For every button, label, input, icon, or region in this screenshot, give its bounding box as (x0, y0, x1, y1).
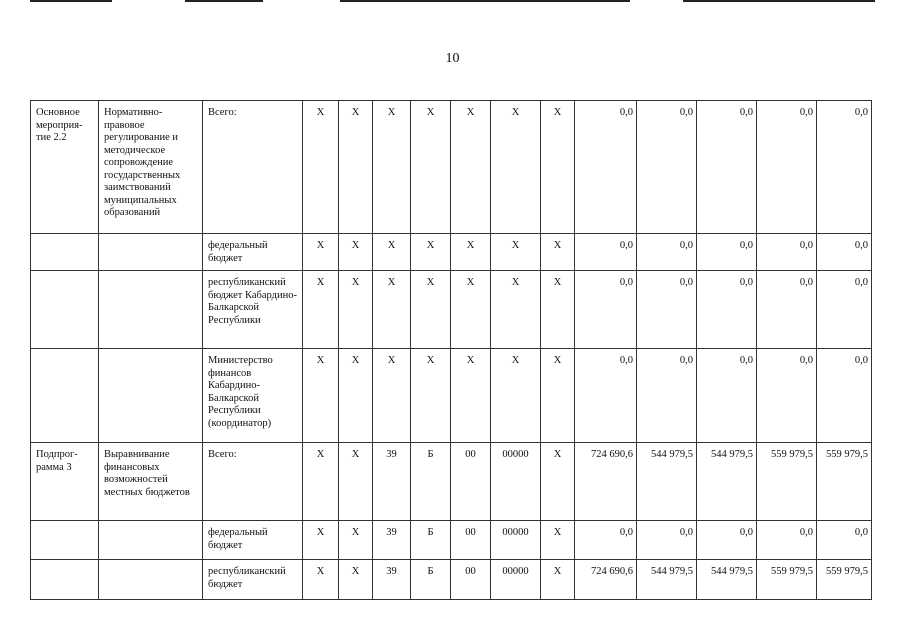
cell-source: республиканский бюджет Кабардино-Балкарской Республики (203, 271, 303, 349)
cell-source: Всего: (203, 443, 303, 521)
table-row (31, 271, 872, 349)
cell-event (31, 234, 99, 271)
cell-amount: 559 979,5 (757, 560, 817, 600)
cell-amount: 0,0 (575, 101, 637, 234)
table-row (31, 349, 872, 443)
cell-source: федеральный бюджет (203, 234, 303, 271)
cell-code: Х (373, 234, 411, 271)
cell-code: Х (303, 271, 339, 349)
cell-code: Х (303, 349, 339, 443)
cell-code: 00 (451, 521, 491, 560)
cell-code: Х (541, 101, 575, 234)
cell-name (99, 560, 203, 600)
cell-name: Нормативно-правовое регулирование и методическое сопровождение государственных заимствований муниципальных образований (99, 101, 203, 234)
cell-event (31, 560, 99, 600)
cell-code: Х (339, 521, 373, 560)
cell-code: Х (339, 560, 373, 600)
cell-amount: 559 979,5 (817, 443, 872, 521)
cell-event (31, 271, 99, 349)
cell-amount: 0,0 (697, 521, 757, 560)
cell-event (31, 521, 99, 560)
cell-amount: 0,0 (757, 101, 817, 234)
cell-amount: 724 690,6 (575, 443, 637, 521)
cell-code: Б (411, 560, 451, 600)
cell-name (99, 521, 203, 560)
cell-amount: 0,0 (637, 234, 697, 271)
cell-source: республиканский бюджет (203, 560, 303, 600)
cell-amount: 0,0 (757, 349, 817, 443)
cell-amount: 0,0 (817, 521, 872, 560)
cell-code: 39 (373, 443, 411, 521)
cell-amount: 0,0 (697, 349, 757, 443)
cell-code: Х (411, 101, 451, 234)
cell-amount: 0,0 (817, 101, 872, 234)
cell-event (31, 349, 99, 443)
cell-amount: 0,0 (817, 234, 872, 271)
cell-amount: 0,0 (697, 271, 757, 349)
cell-code: Х (303, 521, 339, 560)
cell-event: Подпрог-рамма 3 (31, 443, 99, 521)
cell-code: Х (339, 349, 373, 443)
cell-code: Х (373, 101, 411, 234)
cell-amount: 0,0 (637, 101, 697, 234)
cell-amount: 0,0 (697, 101, 757, 234)
cell-amount: 0,0 (697, 234, 757, 271)
cell-event: Основное мероприя-тие 2.2 (31, 101, 99, 234)
cell-code: Х (303, 101, 339, 234)
cell-code: Б (411, 521, 451, 560)
cell-code: Х (411, 349, 451, 443)
cell-amount: 724 690,6 (575, 560, 637, 600)
cell-code: 00 (451, 560, 491, 600)
cell-amount: 544 979,5 (697, 560, 757, 600)
table-row (31, 560, 872, 600)
budget-table (30, 100, 872, 600)
cell-code: Х (339, 271, 373, 349)
cell-amount: 0,0 (757, 234, 817, 271)
cell-amount: 544 979,5 (697, 443, 757, 521)
cell-code: Х (451, 271, 491, 349)
cell-name (99, 234, 203, 271)
cell-amount: 544 979,5 (637, 560, 697, 600)
cell-amount: 0,0 (757, 271, 817, 349)
cell-code: Х (373, 349, 411, 443)
cell-code: Х (491, 101, 541, 234)
top-rule-1 (30, 0, 112, 2)
cell-amount: 0,0 (637, 349, 697, 443)
cell-code: Х (411, 271, 451, 349)
cell-code: Х (451, 349, 491, 443)
cell-code: Х (541, 234, 575, 271)
cell-code: Х (541, 349, 575, 443)
cell-code: Х (339, 101, 373, 234)
page-number: 10 (445, 51, 460, 66)
cell-amount: 0,0 (575, 234, 637, 271)
cell-code: Х (541, 521, 575, 560)
cell-code: Х (491, 349, 541, 443)
cell-amount: 0,0 (817, 349, 872, 443)
cell-code: Х (491, 234, 541, 271)
cell-code: 00 (451, 443, 491, 521)
cell-code: Х (373, 271, 411, 349)
cell-amount: 0,0 (757, 521, 817, 560)
cell-amount: 0,0 (637, 271, 697, 349)
cell-code: Х (303, 443, 339, 521)
cell-code: Х (541, 271, 575, 349)
cell-source: Всего: (203, 101, 303, 234)
cell-source: федеральный бюджет (203, 521, 303, 560)
cell-amount: 0,0 (817, 271, 872, 349)
table-row (31, 443, 872, 521)
table-row (31, 234, 872, 271)
top-rule-4 (683, 0, 875, 2)
top-rule-3 (340, 0, 630, 2)
cell-code: Х (411, 234, 451, 271)
cell-code: Х (451, 234, 491, 271)
cell-code: Х (339, 234, 373, 271)
cell-amount: 559 979,5 (757, 443, 817, 521)
cell-amount: 0,0 (575, 271, 637, 349)
top-rule-2 (185, 0, 263, 2)
cell-code: Х (491, 271, 541, 349)
cell-code: 39 (373, 521, 411, 560)
table-row (31, 521, 872, 560)
cell-amount: 559 979,5 (817, 560, 872, 600)
cell-code: Б (411, 443, 451, 521)
cell-code: 00000 (491, 521, 541, 560)
cell-amount: 544 979,5 (637, 443, 697, 521)
cell-amount: 0,0 (637, 521, 697, 560)
table-row (31, 101, 872, 234)
cell-code: Х (541, 443, 575, 521)
cell-code: Х (541, 560, 575, 600)
cell-source: Министерство финансов Кабардино-Балкарской Республики (координатор) (203, 349, 303, 443)
cell-code: 00000 (491, 443, 541, 521)
cell-name (99, 349, 203, 443)
cell-code: Х (303, 560, 339, 600)
cell-amount: 0,0 (575, 521, 637, 560)
cell-code: Х (339, 443, 373, 521)
cell-code: 00000 (491, 560, 541, 600)
cell-code: Х (303, 234, 339, 271)
cell-name: Выравнивание финансовых возможностей местных бюджетов (99, 443, 203, 521)
cell-code: Х (451, 101, 491, 234)
cell-amount: 0,0 (575, 349, 637, 443)
cell-code: 39 (373, 560, 411, 600)
cell-name (99, 271, 203, 349)
